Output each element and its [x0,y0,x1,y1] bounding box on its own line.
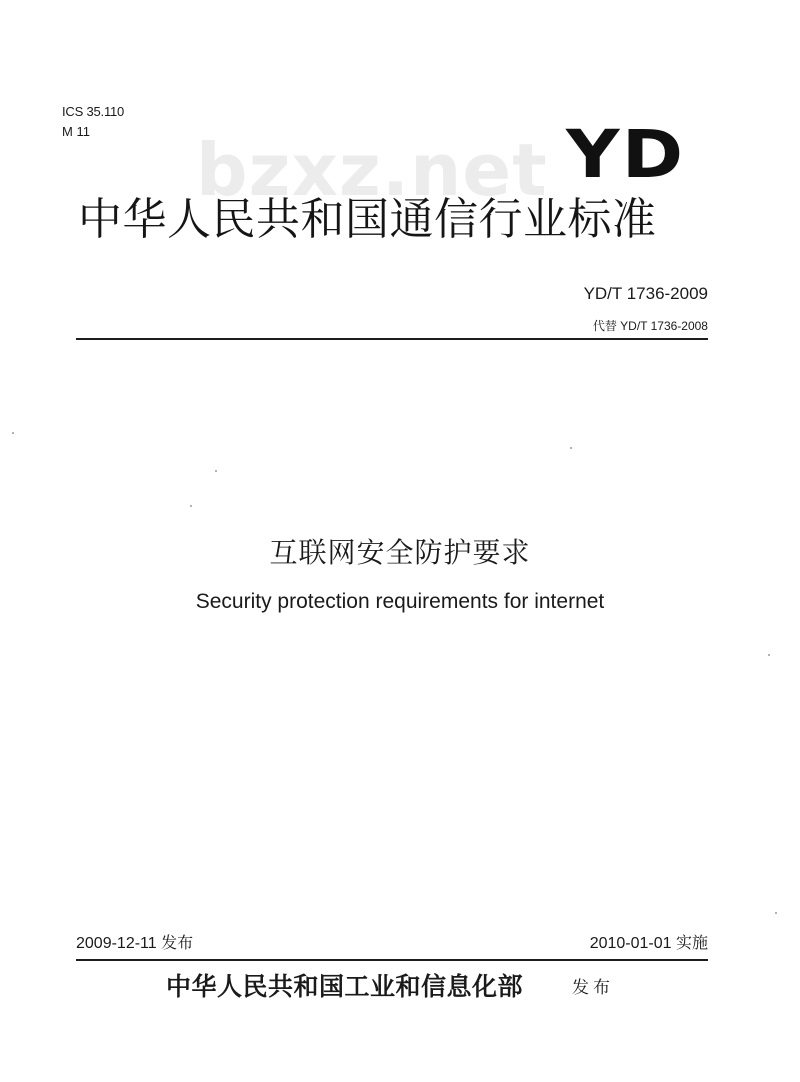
standard-code: YD/T 1736-2009 [583,284,708,303]
scan-speck [215,470,217,472]
document-title-en: Security protection requirements for internet [195,590,605,613]
yd-logo: YD [566,116,686,193]
scan-speck [775,912,777,914]
issuing-authority: 中华人民共和国工业和信息化部 [166,972,524,1001]
replaces-note: 代替 YD/T 1736-2008 [592,319,708,333]
ics-code: ICS 35.110 [62,104,125,119]
scan-speck [12,432,14,434]
ccs-code: M 11 [62,124,90,139]
header-divider [76,338,708,340]
issuing-action: 发布 [572,978,614,998]
standard-type-title: 中华人民共和国通信行业标准 [78,194,657,245]
implementation-date: 2010-01-01 实施 [589,935,708,952]
scan-speck [570,447,572,449]
issue-date: 2009-12-11 发布 [76,935,194,952]
footer-divider [76,959,708,961]
scan-speck [768,654,770,656]
document-title-cn: 互联网安全防护要求 [269,536,531,569]
watermark: bzxz.net [196,128,548,212]
scan-speck [190,505,192,507]
